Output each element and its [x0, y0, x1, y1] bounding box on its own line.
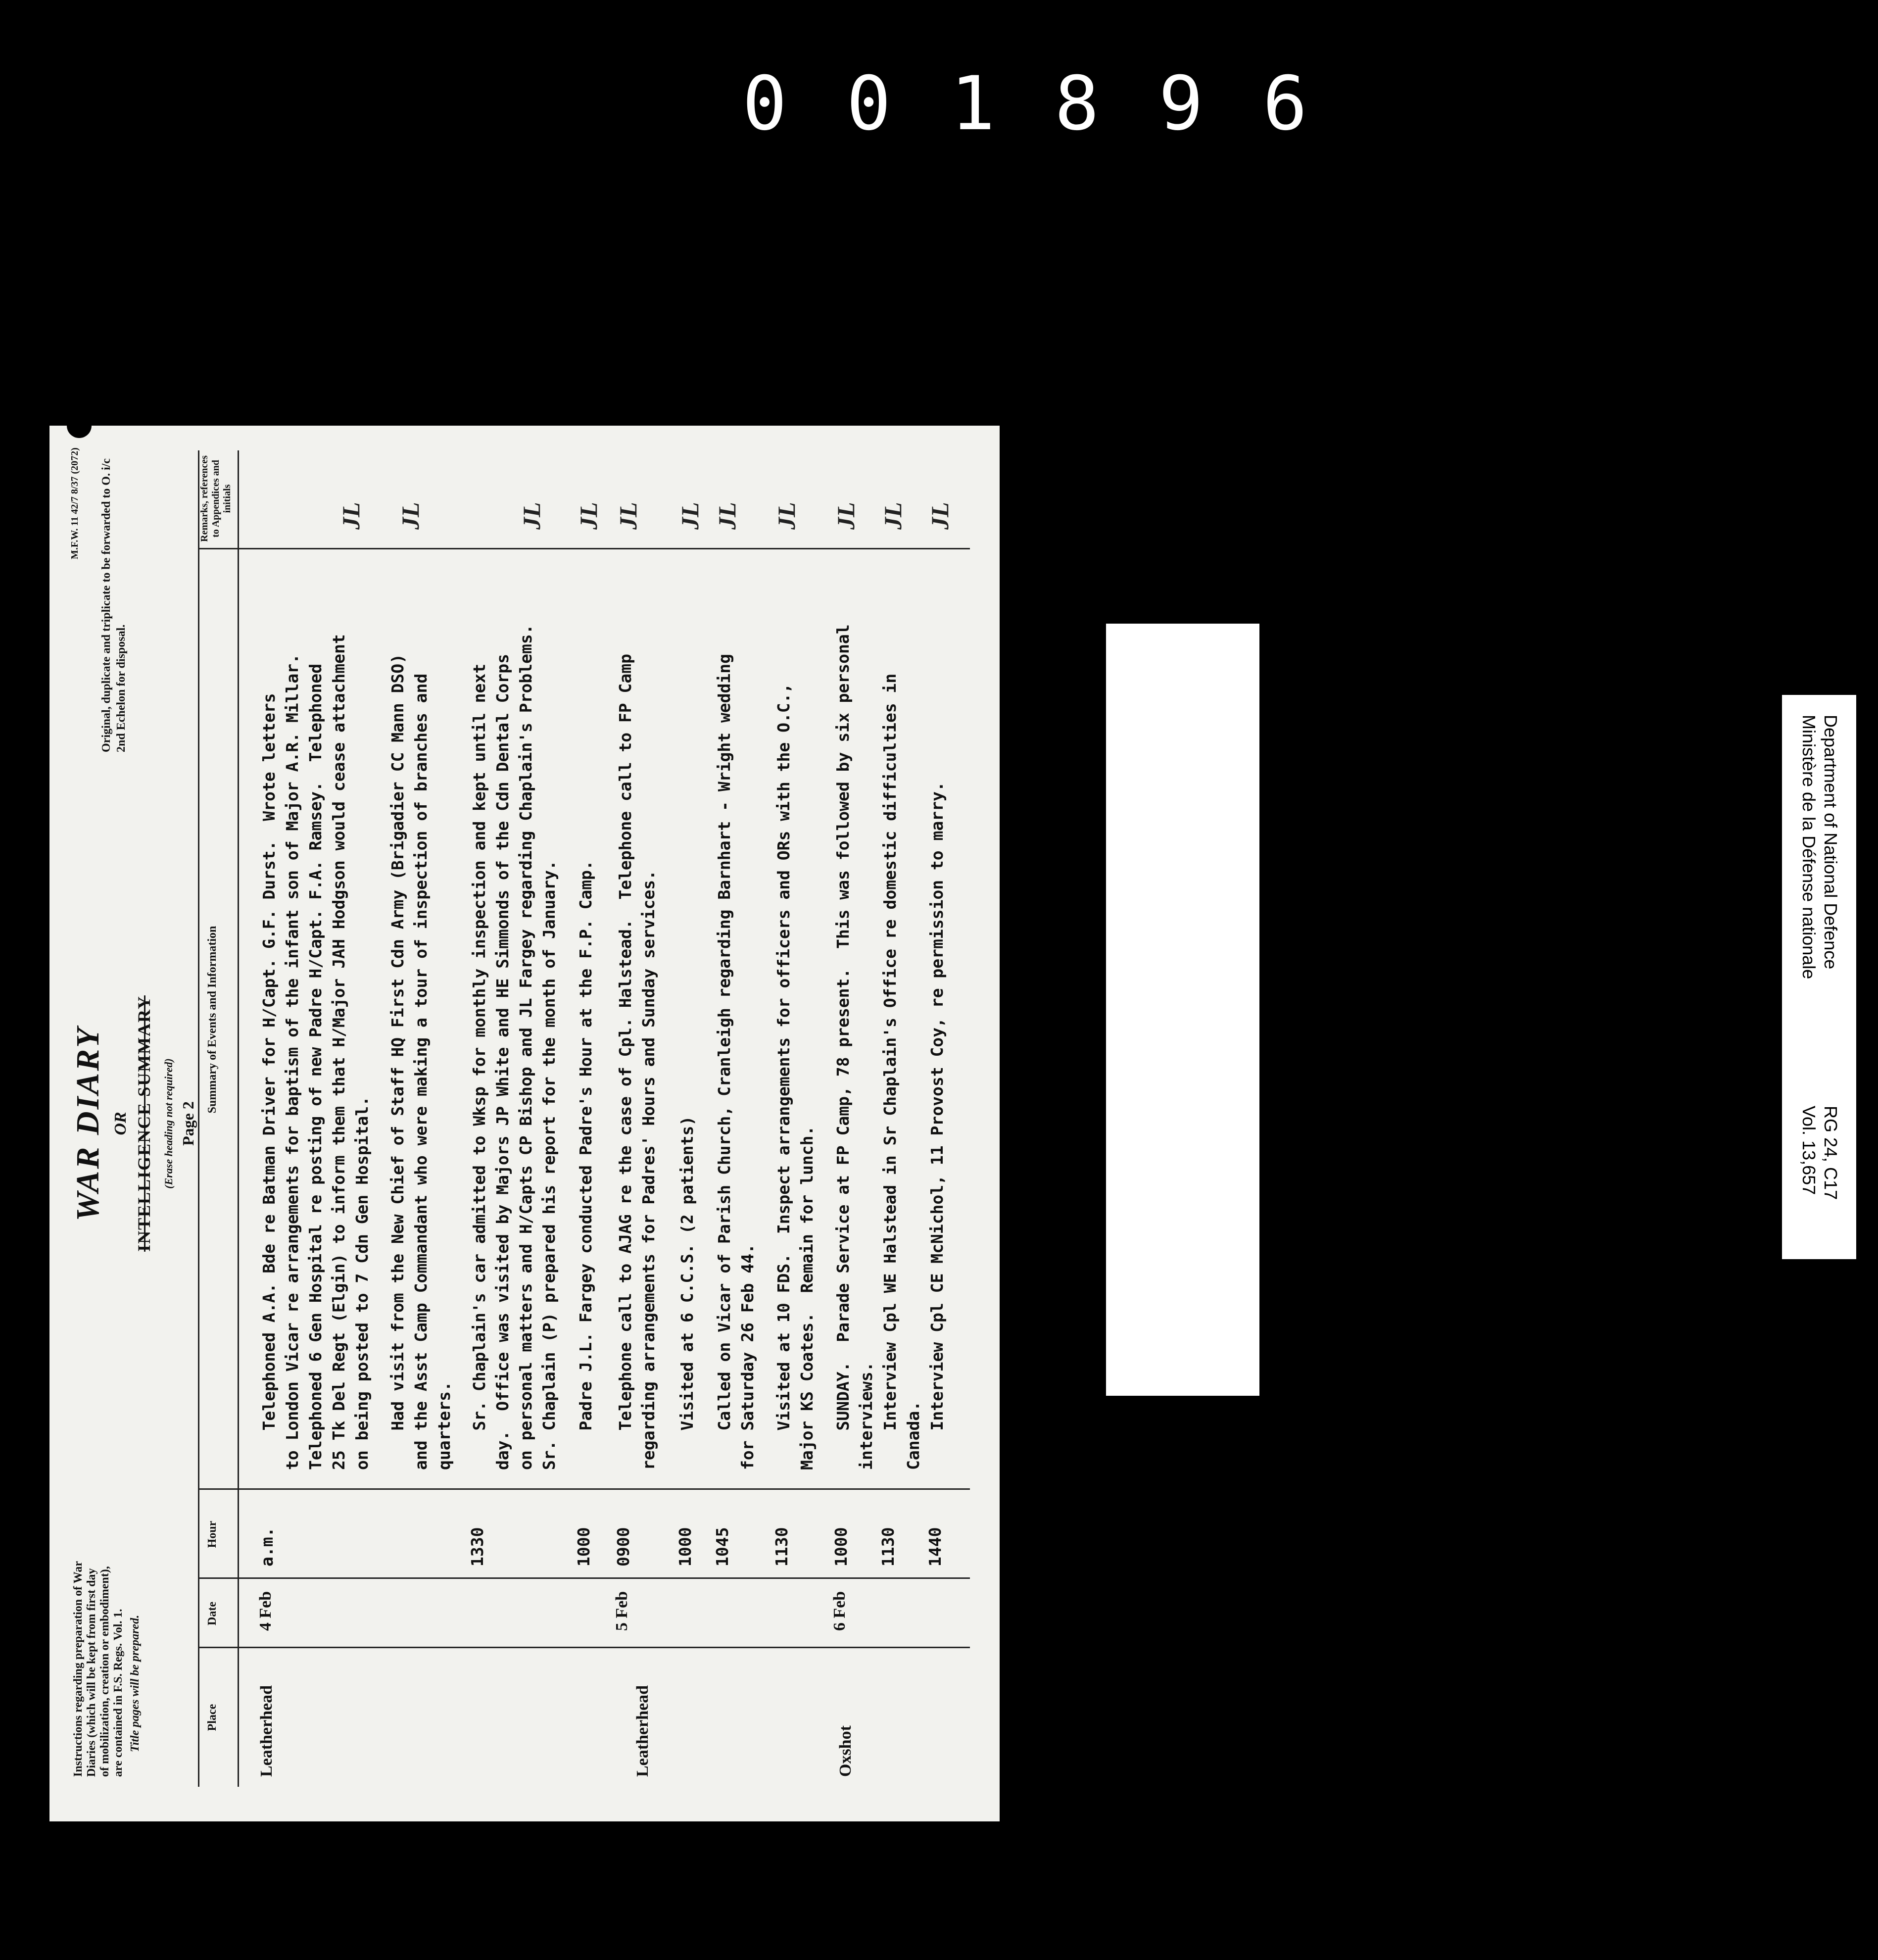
entry-initials: JL [832, 502, 860, 530]
department-en: Department of National Defence [1821, 715, 1841, 970]
archives-fr: ARCHIVES PUBLIQUES [1737, 863, 1759, 1087]
entry-hour: 1440 [925, 1527, 945, 1567]
entry-summary: Called on Vicar of Parish Church, Cranleigh regarding Barnhart - Wright wedding for Saturday 26 Feb 44. [715, 653, 757, 1470]
microfilm-frame-number: 001896 [742, 61, 1367, 147]
diary-entry [613, 450, 658, 1787]
entry-summary: Visited at 10 FDS. Inspect arrangements for officers and ORs with the O.C., Major KS Coates. Remain for lunch. [774, 683, 817, 1470]
entry-initials: JL [772, 502, 800, 530]
entry-hour: a.m. [257, 1527, 277, 1567]
diary-entry [256, 450, 372, 1787]
entry-summary: Sr. Chaplain's car admitted to Wksp for monthly inspection and kept until next day. Office was visited by Majors JP White and HE Simmonds of the Cdn Dental Corps on personal matters and H/Capts CP Bishop and JL Fargey regarding Chaplain's Problems. Sr. Chaplain (P) prepared his report for the month of January. [470, 624, 559, 1470]
diary-entry [772, 450, 817, 1787]
header-rule [238, 450, 239, 1787]
table-top-rule [198, 450, 199, 1787]
header-summary: Summary of Events and Information [206, 926, 219, 1114]
volume-number: Vol. 13,657 [1799, 1106, 1819, 1195]
entry-hour: 1000 [831, 1527, 851, 1567]
archives-stamp [1717, 693, 1779, 1257]
title-pages-note: Title pages will be prepared. [129, 1615, 142, 1752]
entry-summary: Visited at 6 C.C.S. (2 patients) [677, 1116, 697, 1470]
header-remarks: Remarks, references to Appendices and initials [199, 455, 233, 542]
entry-hour: 0900 [614, 1527, 633, 1567]
form-number: M.F.W. 11 42/7 8/37 (2072) [69, 447, 80, 559]
entry-date: 5 Feb [613, 1591, 631, 1631]
diary-entry [675, 450, 704, 1787]
distribution-note: Original, duplicate and triplicate to be forwarded to O. i/c 2nd Echelon for disposal. [100, 458, 128, 752]
struck-heading: INTELLIGENCE SUMMARY [134, 995, 154, 1252]
diary-entry [878, 450, 923, 1787]
entry-hour: 1130 [772, 1527, 791, 1567]
entry-summary: Padre J.L. Fargey conducted Padre's Hour at the F.P. Camp. [576, 860, 595, 1470]
header-hour: Hour [206, 1520, 219, 1548]
entry-summary: Telephoned A.A. Bde re Batman Driver for H/Capt. G.F. Durst. Wrote letters to London Vicar re arrangements for baptism of the infant son of Major A.R. Millar. Telephoned 6 Gen Hospital re posting of new Padre H/Capt. F.A. Ramsey. Telephoned 25 Tk Del Regt (Elgin) to inform them that H/Major JAH Hodgson would cease attachment on being posted to 7 Cdn Gen Hospital. [259, 634, 372, 1470]
entry-summary: Interview Cpl WE Halstead in Sr Chaplain's Office re domestic difficulties in Canada. [880, 673, 923, 1470]
entry-initials: JL [518, 502, 545, 530]
entry-initials: JL [575, 502, 602, 530]
entry-hour: 1130 [878, 1527, 898, 1567]
entry-hour: 1330 [468, 1527, 487, 1567]
archives-en: PUBLIC ARCHIVES [1758, 884, 1780, 1066]
entry-date: 4 Feb [256, 1591, 275, 1631]
diary-entry [468, 450, 559, 1787]
entry-place: Leatherhead [633, 1685, 652, 1777]
page-number: Page 2 [179, 1101, 197, 1146]
instructions-note: Instructions regarding preparation of War Diaries (which will be kept from first day of mobilization, creation or embodiment), are contained in F.S. Regs. Vol. 1. [72, 1561, 125, 1777]
archive-label [1106, 624, 1841, 1396]
entry-hour: 1045 [713, 1527, 732, 1567]
department-box [1780, 693, 1858, 1261]
entry-place: Leatherhead [257, 1685, 276, 1777]
record-group: RG 24, C17 [1821, 1106, 1841, 1200]
form-title: WAR DIARY [70, 1026, 106, 1222]
entry-summary: Telephone call to AJAG re the case of Cpl. Halstead. Telephone call to FP Camp regarding arrangements for Padres' Hours and Sunday services. [616, 653, 658, 1470]
entry-initials: JL [337, 502, 365, 530]
department-fr: Ministère de la Défense nationale [1799, 715, 1819, 980]
entry-place: Oxshot [836, 1725, 855, 1777]
entry-hour: 1000 [574, 1527, 593, 1567]
entry-initials: JL [713, 502, 741, 530]
entry-summary: SUNDAY. Parade Service at FP Camp, 78 present. This was followed by six personal interviews. [833, 624, 876, 1470]
entry-date: 6 Feb [830, 1591, 849, 1631]
entry-initials: JL [926, 502, 954, 530]
entry-summary: Had visit from the New Chief of Staff HQ First Cdn Army (Brigadier CC Mann DSO) and the Asst Camp Commandant who were making a tour of inspection of branches and quarters. [388, 653, 454, 1470]
diary-entry [925, 450, 954, 1787]
diary-entry [713, 450, 757, 1787]
war-diary-page [49, 426, 1000, 1821]
erase-note: (Erase heading not required) [162, 1058, 175, 1189]
entry-hour: 1000 [675, 1527, 695, 1567]
archives-country: CANADA [1716, 932, 1738, 1018]
diary-table [198, 450, 980, 1787]
header-place: Place [206, 1704, 219, 1731]
entry-initials: JL [879, 502, 907, 530]
entry-initials: JL [676, 502, 704, 530]
entry-summary: Interview Cpl CE McNichol, 11 Provost Coy, re permission to marry. [927, 782, 947, 1470]
entry-initials: JL [396, 502, 424, 530]
diary-entry [830, 450, 876, 1787]
diary-entry [386, 450, 454, 1787]
entry-initials: JL [614, 502, 642, 530]
diary-entry [574, 450, 602, 1787]
header-date: Date [206, 1602, 219, 1625]
form-title-or: OR [111, 1112, 130, 1135]
